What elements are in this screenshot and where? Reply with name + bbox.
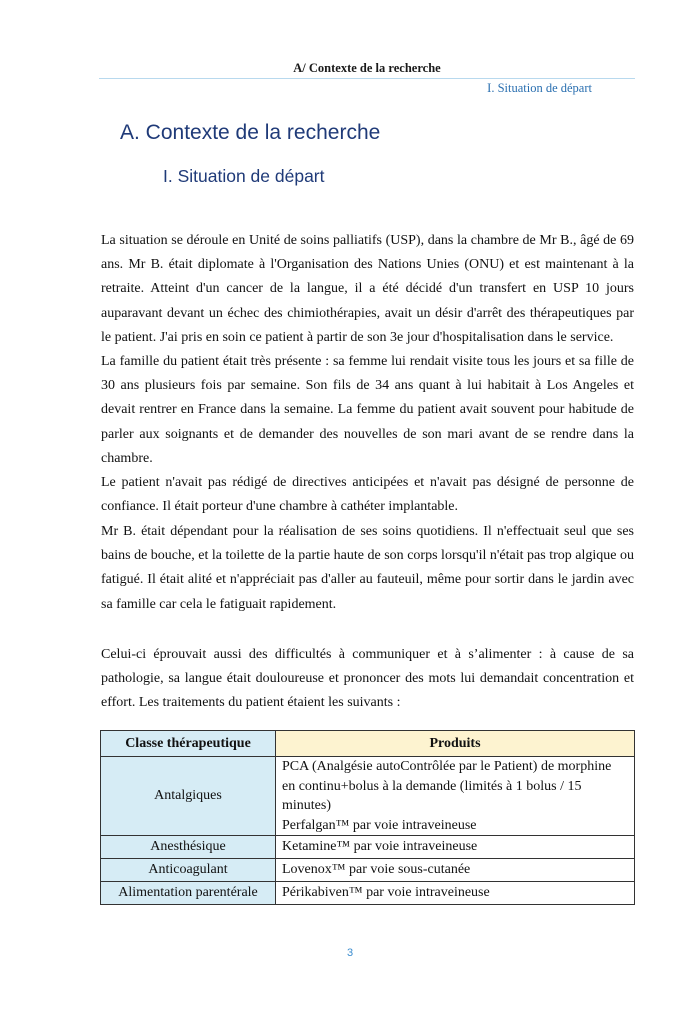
- page-number: 3: [346, 947, 354, 959]
- paragraph: La famille du patient était très présente : sa femme lui rendait visite tous les jours et sa fille de 30 ans plusieurs fois par semaine. Son fils de 34 ans quant à lui habitait à Los Angeles et devait rentrer en France dans la semaine. La femme du patient avait souvent pour habitude de parler aux soignants et de demander des nouvelles de son mari avant de se rendre dans la chambre.: [101, 354, 634, 466]
- cell-produits: [276, 836, 635, 859]
- running-header: [99, 60, 635, 97]
- section-heading: A. Contexte de la recherche: [120, 121, 381, 144]
- table-row: [101, 757, 635, 836]
- paragraph: Mr B. était dépendant pour la réalisation de ses soins quotidiens. Il n'effectuait seul que ses bains de bouche, et la toilette de la partie haute de son corps lorsqu'il n'était pas trop algique ou fatigué. Il était alité et n'appréciait pas d'aller au fauteuil, même pour sortir dans le jardin avec sa famille car cela le fatiguait rapidement.: [101, 524, 634, 612]
- product-line: Perfalgan™ par voie intraveineuse: [282, 817, 477, 833]
- cell-classe: Alimentation parentérale: [101, 882, 276, 905]
- paragraph: Celui-ci éprouvait aussi des difficultés à communiquer et à s’alimenter : à cause de sa pathologie, sa langue était douloureuse et prononcer des mots lui demandait concentration et effort. Les traitements du patient étaient les suivants :: [101, 647, 634, 711]
- table-row: [101, 836, 635, 859]
- column-header-classe: Classe thérapeutique: [101, 731, 276, 757]
- product-line: PCA (Analgésie autoContrôlée par le Patient) de morphine en continu+bolus à la demande (limités à 1 bolus / 15 minutes): [282, 759, 612, 813]
- paragraph: La situation se déroule en Unité de soins palliatifs (USP), dans la chambre de Mr B., âgé de 69 ans. Mr B. était diplomate à l'Organisation des Nations Unies (ONU) et est maintenant à la retraite. Atteint d'un cancer de la langue, il a été décidé d'un transfert en USP 10 jours auparavant devant un échec des chimiothérapies, avait un désir d'arrêt des thérapeutiques par le patient. J'ai pris en soin ce patient à partir de son 3e jour d'hospitalisation dans le service.: [101, 233, 634, 345]
- cell-produits: [276, 882, 635, 905]
- paragraph-block-situation: [101, 229, 634, 519]
- paragraph: Le patient n'avait pas rédigé de directives anticipées et n'avait pas désigné de personne de confiance. Il était porteur d'une chambre à cathéter implantable.: [101, 475, 634, 515]
- cell-classe: Anesthésique: [101, 836, 276, 859]
- subsection-heading: I. Situation de départ: [163, 166, 325, 186]
- running-header-subtitle: I. Situation de départ: [487, 81, 592, 95]
- product-line: Périkabiven™ par voie intraveineuse: [282, 885, 490, 901]
- table-header-row: [101, 731, 635, 757]
- table-row: [101, 882, 635, 905]
- product-line: Ketamine™ par voie intraveineuse: [282, 839, 478, 855]
- cell-classe: Antalgiques: [101, 757, 276, 836]
- paragraph-block-communication: [101, 643, 634, 716]
- cell-classe: Anticoagulant: [101, 859, 276, 882]
- cell-produits: [276, 757, 635, 836]
- treatments-table: [100, 730, 635, 905]
- table-row: [101, 859, 635, 882]
- product-line: Lovenox™ par voie sous-cutanée: [282, 862, 471, 878]
- cell-produits: [276, 859, 635, 882]
- column-header-produits: Produits: [276, 731, 635, 757]
- running-header-title: A/ Contexte de la recherche: [293, 61, 441, 75]
- paragraph-block-dependance: [101, 520, 634, 617]
